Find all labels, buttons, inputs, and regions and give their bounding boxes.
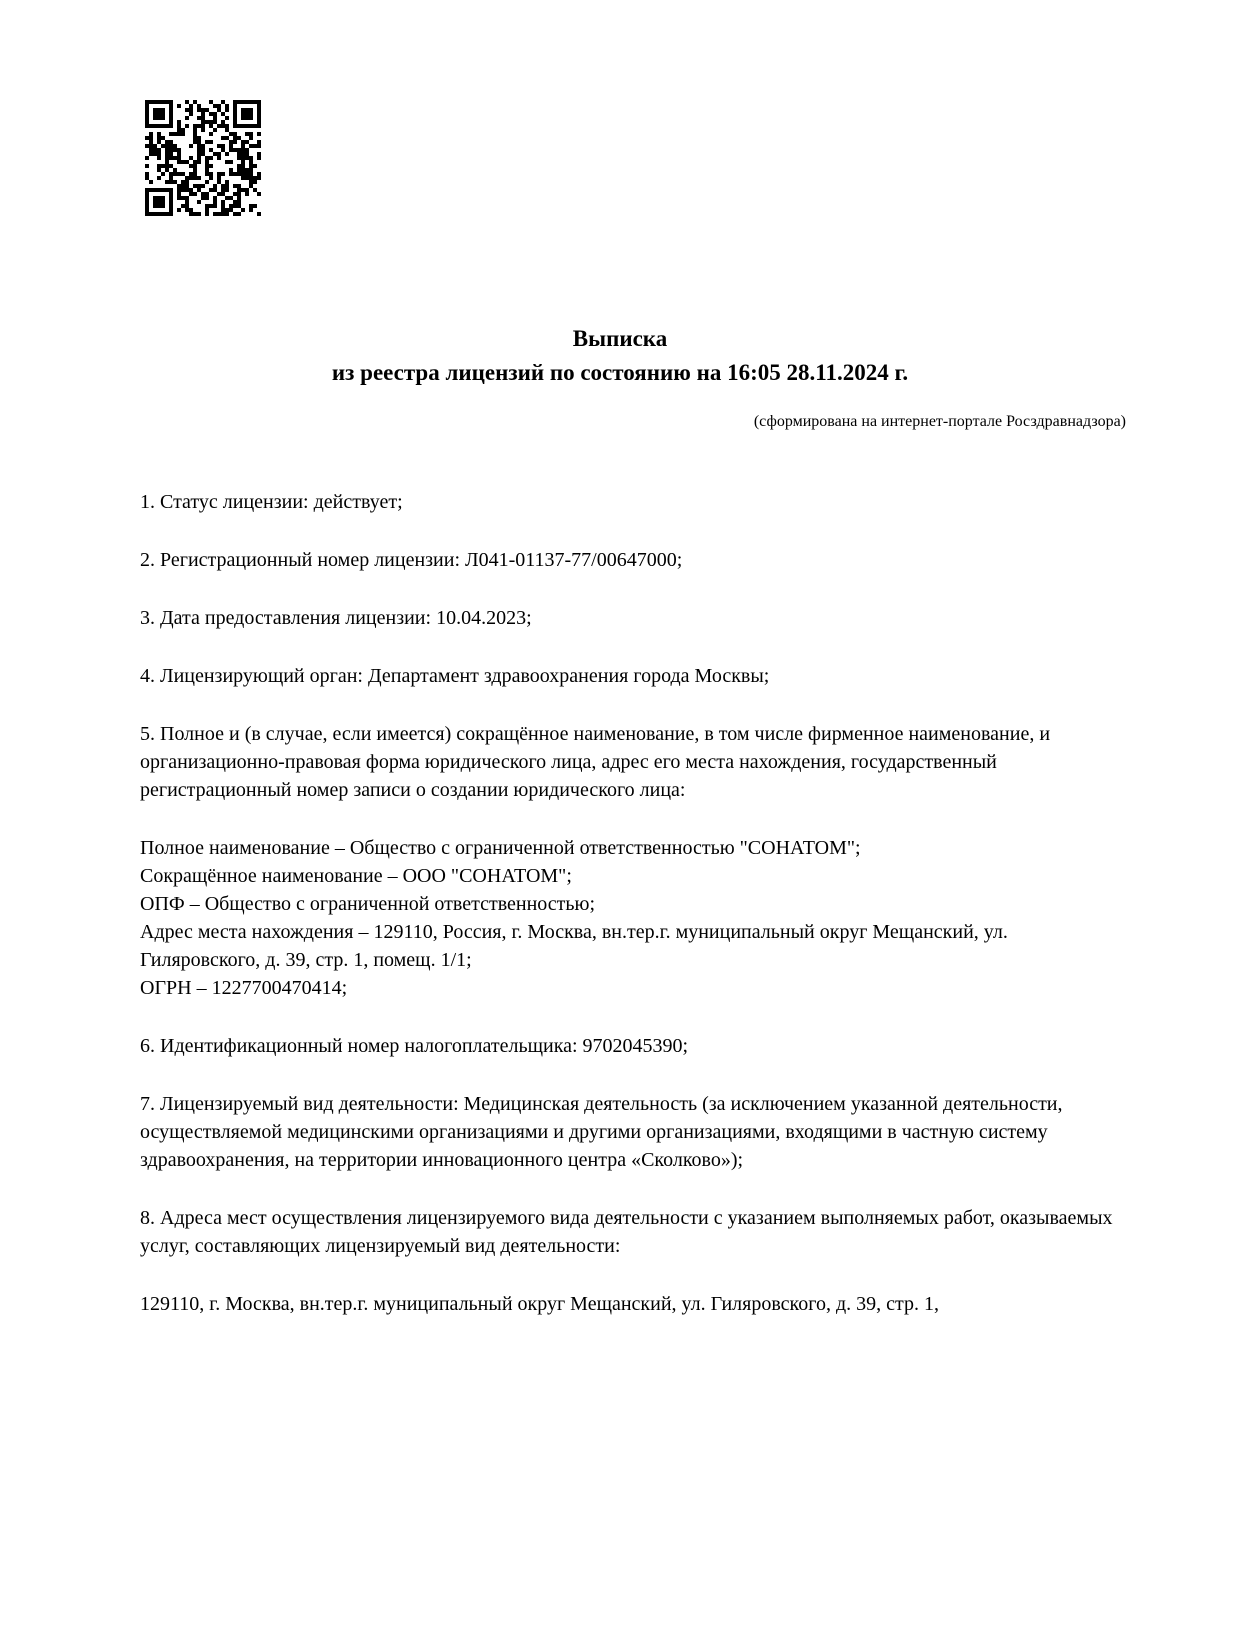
- item-5-organization-intro: 5. Полное и (в случае, если имеется) сокращённое наименование, в том числе фирменное наименование, и организационно-правовая форма юридического лица, адрес его места нахождения, государственный регистрационный номер записи о создании юридического лица:: [140, 723, 1051, 801]
- item-6-taxpayer-number: 6. Идентификационный номер налогоплательщика: 9702045390;: [140, 1035, 689, 1057]
- title-line-1: Выписка: [572, 326, 668, 351]
- qr-code: [0, 0, 1240, 216]
- document-body: [140, 488, 1125, 1318]
- org-legal-form: ОПФ – Общество с ограниченной ответственностью;: [140, 893, 596, 915]
- activity-address-line: 129110, г. Москва, вн.тер.г. муниципальный округ Мещанский, ул. Гиляровского, д. 39, стр. 1,: [140, 1293, 939, 1315]
- org-ogrn: ОГРН – 1227700470414;: [140, 977, 348, 999]
- qr-code-image: [145, 100, 261, 216]
- item-3-grant-date: 3. Дата предоставления лицензии: 10.04.2023;: [140, 607, 532, 629]
- item-1-license-status: 1. Статус лицензии: действует;: [140, 491, 403, 513]
- org-short-name: Сокращённое наименование – ООО "СОНАТОМ";: [140, 865, 572, 887]
- item-7-licensed-activity: 7. Лицензируемый вид деятельности: Медицинская деятельность (за исключением указанной деятельности, осуществляемой медицинскими организациями и другими организациями, входящими в частную систему здравоохранения, на территории инновационного центра «Сколково»);: [140, 1093, 1063, 1171]
- title-line-2: из реестра лицензий по состоянию на 16:05 28.11.2024 г.: [331, 360, 909, 385]
- document-title: [0, 322, 1240, 390]
- item-4-licensing-authority: 4. Лицензирующий орган: Департамент здравоохранения города Москвы;: [140, 665, 770, 687]
- org-full-name: Полное наименование – Общество с ограниченной ответственностью "СОНАТОМ";: [140, 837, 861, 859]
- org-address: Адрес места нахождения – 129110, Россия, г. Москва, вн.тер.г. муниципальный округ Мещанский, ул. Гиляровского, д. 39, стр. 1, помещ. 1/1;: [140, 921, 1008, 971]
- item-2-registration-number: 2. Регистрационный номер лицензии: Л041-01137-77/00647000;: [140, 549, 683, 571]
- formation-note: (сформирована на интернет-портале Росздравнадзора): [753, 413, 1126, 430]
- item-8-activity-addresses-intro: 8. Адреса мест осуществления лицензируемого вида деятельности с указанием выполняемых работ, оказываемых услуг, составляющих лицензируемый вид деятельности:: [140, 1207, 1113, 1257]
- organization-details-block: [140, 834, 1125, 1002]
